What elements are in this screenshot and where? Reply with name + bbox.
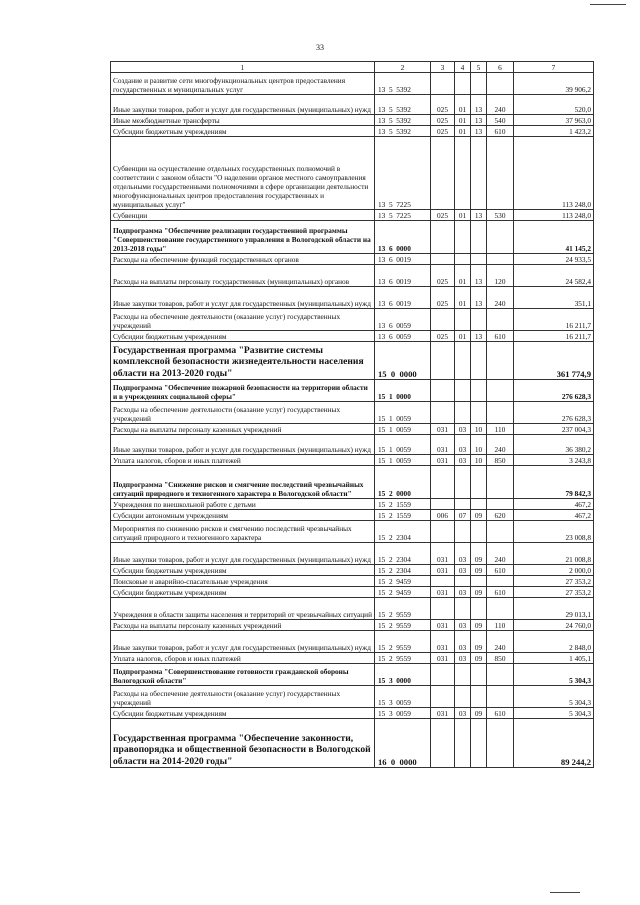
row-subsection — [471, 402, 487, 424]
column-header: 4 — [455, 62, 471, 73]
row-section: 01 — [455, 126, 471, 137]
row-subsection: 13 — [471, 265, 487, 287]
row-code: 13 5 5392 — [375, 126, 431, 137]
table-row — [111, 115, 594, 126]
table-row — [111, 380, 594, 402]
row-amount: 41 145,2 — [514, 221, 594, 254]
row-code: 15 2 9459 — [375, 576, 431, 587]
table-row — [111, 424, 594, 435]
row-subsection — [471, 466, 487, 499]
row-admin-code — [431, 598, 455, 620]
table-row — [111, 543, 594, 565]
table-row — [111, 342, 594, 380]
row-name: Субвенции на осуществление отдельных государственных полномочий в соответствии с законом области "О наделении органов местного самоуправления отдельными государственными полномочиями в сфере организации деятельности многофункциональных центров предоставления государственных и муниципальных услуг" — [111, 137, 375, 210]
row-amount: 27 353,2 — [514, 587, 594, 598]
row-admin-code: 031 — [431, 424, 455, 435]
row-admin-code — [431, 254, 455, 265]
column-header-row — [111, 62, 594, 73]
row-expense-type: 530 — [487, 210, 514, 221]
row-amount: 361 774,9 — [514, 342, 594, 380]
table-row — [111, 254, 594, 265]
row-subsection — [471, 521, 487, 543]
row-admin-code: 031 — [431, 620, 455, 631]
row-name: Расходы на выплаты персоналу государственных (муниципальных) органов — [111, 265, 375, 287]
row-amount: 24 760,0 — [514, 620, 594, 631]
row-subsection — [471, 342, 487, 380]
row-expense-type — [487, 380, 514, 402]
row-admin-code — [431, 466, 455, 499]
table-row — [111, 466, 594, 499]
row-name: Создание и развитие сети многофункциональных центров предоставления государственных и муниципальных услуг — [111, 73, 375, 95]
row-subsection — [471, 664, 487, 686]
row-amount: 1 405,1 — [514, 653, 594, 664]
row-admin-code: 031 — [431, 543, 455, 565]
row-code: 13 6 0019 — [375, 265, 431, 287]
row-subsection: 10 — [471, 455, 487, 466]
row-code: 13 6 0059 — [375, 309, 431, 331]
table-row — [111, 221, 594, 254]
row-admin-code — [431, 73, 455, 95]
table-row — [111, 587, 594, 598]
row-amount: 29 013,1 — [514, 598, 594, 620]
row-code: 15 2 9459 — [375, 587, 431, 598]
row-subsection — [471, 598, 487, 620]
row-subsection — [471, 576, 487, 587]
row-expense-type — [487, 686, 514, 708]
table-row — [111, 265, 594, 287]
row-name: Расходы на обеспечение деятельности (оказание услуг) государственных учреждений — [111, 402, 375, 424]
row-code: 15 2 0000 — [375, 466, 431, 499]
table-row — [111, 309, 594, 331]
row-section — [455, 686, 471, 708]
row-name: Расходы на выплаты персоналу казенных учреждений — [111, 620, 375, 631]
table-body — [111, 73, 594, 768]
row-name: Расходы на обеспечение функций государственных органов — [111, 254, 375, 265]
row-code: 15 2 2304 — [375, 565, 431, 576]
row-expense-type: 240 — [487, 543, 514, 565]
row-amount: 39 906,2 — [514, 73, 594, 95]
table-row — [111, 708, 594, 719]
row-section: 03 — [455, 587, 471, 598]
row-name: Подпрограмма "Совершенствование готовности гражданской обороны Вологодской области" — [111, 664, 375, 686]
row-name: Государственная программа "Обеспечение законности, правопорядка и общественной безопасности в Вологодской области на 2014-2020 годы" — [111, 719, 375, 768]
table-row — [111, 653, 594, 664]
row-code: 13 5 5392 — [375, 115, 431, 126]
row-code: 13 6 0019 — [375, 254, 431, 265]
row-amount: 79 842,3 — [514, 466, 594, 499]
row-section: 01 — [455, 115, 471, 126]
row-name: Расходы на выплаты персоналу казенных учреждений — [111, 424, 375, 435]
row-admin-code — [431, 499, 455, 510]
row-name: Расходы на обеспечение деятельности (оказание услуг) государственных учреждений — [111, 686, 375, 708]
table-row — [111, 631, 594, 653]
row-amount: 467,2 — [514, 510, 594, 521]
row-subsection: 09 — [471, 543, 487, 565]
row-section — [455, 719, 471, 768]
row-expense-type: 850 — [487, 653, 514, 664]
column-header: 3 — [431, 62, 455, 73]
row-subsection: 13 — [471, 115, 487, 126]
row-amount: 276 628,3 — [514, 380, 594, 402]
row-amount: 5 304,3 — [514, 686, 594, 708]
row-name: Субсидии бюджетным учреждениям — [111, 565, 375, 576]
row-code: 15 2 2304 — [375, 521, 431, 543]
row-name: Иные закупки товаров, работ и услуг для государственных (муниципальных) нужд — [111, 95, 375, 115]
table-row — [111, 210, 594, 221]
row-section: 03 — [455, 455, 471, 466]
row-expense-type: 610 — [487, 587, 514, 598]
row-subsection — [471, 254, 487, 265]
row-code: 16 0 0000 — [375, 719, 431, 768]
row-name: Субсидии бюджетным учреждениям — [111, 126, 375, 137]
row-admin-code: 006 — [431, 510, 455, 521]
row-admin-code: 031 — [431, 708, 455, 719]
row-code: 15 2 1559 — [375, 510, 431, 521]
row-section: 03 — [455, 565, 471, 576]
row-subsection — [471, 73, 487, 95]
row-expense-type: 110 — [487, 424, 514, 435]
row-expense-type: 240 — [487, 631, 514, 653]
row-amount: 16 211,7 — [514, 309, 594, 331]
row-section — [455, 309, 471, 331]
row-code: 15 1 0000 — [375, 380, 431, 402]
row-amount: 21 008,8 — [514, 543, 594, 565]
table-row — [111, 664, 594, 686]
table-row — [111, 455, 594, 466]
row-code: 13 6 0000 — [375, 221, 431, 254]
row-name: Расходы на обеспечение деятельности (оказание услуг) государственных учреждений — [111, 309, 375, 331]
row-admin-code: 031 — [431, 565, 455, 576]
row-code: 15 2 9559 — [375, 631, 431, 653]
row-admin-code: 031 — [431, 455, 455, 466]
row-name: Уплата налогов, сборов и иных платежей — [111, 455, 375, 466]
row-expense-type: 240 — [487, 435, 514, 455]
row-name: Поисковые и аварийно-спасательные учреждения — [111, 576, 375, 587]
row-section: 07 — [455, 510, 471, 521]
row-subsection: 13 — [471, 287, 487, 309]
row-expense-type — [487, 521, 514, 543]
table-row — [111, 95, 594, 115]
row-admin-code: 025 — [431, 287, 455, 309]
row-amount: 520,0 — [514, 95, 594, 115]
row-section — [455, 73, 471, 95]
row-name: Мероприятия по снижению рисков и смягчению последствий чрезвычайных ситуаций природного и техногенного характера — [111, 521, 375, 543]
row-code: 13 5 7225 — [375, 210, 431, 221]
row-code: 15 2 9559 — [375, 598, 431, 620]
row-section: 01 — [455, 210, 471, 221]
row-subsection: 09 — [471, 653, 487, 664]
row-amount: 27 353,2 — [514, 576, 594, 587]
row-expense-type: 610 — [487, 331, 514, 342]
row-code: 15 2 2304 — [375, 543, 431, 565]
row-name: Субсидии бюджетным учреждениям — [111, 708, 375, 719]
row-section — [455, 342, 471, 380]
row-section: 01 — [455, 331, 471, 342]
row-code: 15 0 0000 — [375, 342, 431, 380]
row-expense-type — [487, 137, 514, 210]
row-section: 03 — [455, 435, 471, 455]
row-amount: 89 244,2 — [514, 719, 594, 768]
row-section: 03 — [455, 631, 471, 653]
row-expense-type — [487, 598, 514, 620]
row-name: Подпрограмма "Обеспечение реализации государственной программы "Совершенствование государственного управления в Вологодской области на 2013-2018 годы" — [111, 221, 375, 254]
row-admin-code: 025 — [431, 210, 455, 221]
row-code: 13 5 7225 — [375, 137, 431, 210]
row-amount: 113 248,0 — [514, 137, 594, 210]
row-name: Субсидии бюджетным учреждениям — [111, 587, 375, 598]
table-row — [111, 598, 594, 620]
row-subsection: 10 — [471, 435, 487, 455]
row-code: 15 2 1559 — [375, 499, 431, 510]
row-admin-code — [431, 137, 455, 210]
table-row — [111, 73, 594, 95]
row-amount: 467,2 — [514, 499, 594, 510]
table-row — [111, 402, 594, 424]
row-admin-code — [431, 719, 455, 768]
row-subsection — [471, 686, 487, 708]
row-name: Учреждения по внешкольной работе с детьми — [111, 499, 375, 510]
row-name: Субсидии автономным учреждениям — [111, 510, 375, 521]
row-subsection: 13 — [471, 126, 487, 137]
row-section: 01 — [455, 287, 471, 309]
row-section — [455, 380, 471, 402]
row-amount: 37 963,0 — [514, 115, 594, 126]
row-expense-type — [487, 221, 514, 254]
row-amount: 2 848,0 — [514, 631, 594, 653]
row-admin-code: 031 — [431, 587, 455, 598]
row-name: Иные закупки товаров, работ и услуг для государственных (муниципальных) нужд — [111, 631, 375, 653]
row-section: 03 — [455, 543, 471, 565]
row-expense-type: 620 — [487, 510, 514, 521]
row-admin-code — [431, 309, 455, 331]
row-subsection: 09 — [471, 565, 487, 576]
row-admin-code: 031 — [431, 653, 455, 664]
row-admin-code — [431, 686, 455, 708]
row-code: 15 2 9559 — [375, 620, 431, 631]
row-subsection — [471, 719, 487, 768]
column-header: 5 — [471, 62, 487, 73]
row-name: Подпрограмма "Снижение рисков и смягчение последствий чрезвычайных ситуаций природного и техногенного характера в Вологодской области" — [111, 466, 375, 499]
row-amount: 5 304,3 — [514, 708, 594, 719]
row-section — [455, 466, 471, 499]
row-expense-type: 240 — [487, 95, 514, 115]
row-amount: 237 004,3 — [514, 424, 594, 435]
footer-mark — [550, 892, 580, 893]
row-amount: 23 008,8 — [514, 521, 594, 543]
row-admin-code — [431, 221, 455, 254]
row-admin-code — [431, 380, 455, 402]
row-code: 15 1 0059 — [375, 402, 431, 424]
table-row — [111, 510, 594, 521]
row-amount: 351,1 — [514, 287, 594, 309]
row-name: Иные закупки товаров, работ и услуг для государственных (муниципальных) нужд — [111, 287, 375, 309]
row-subsection: 13 — [471, 95, 487, 115]
row-section — [455, 499, 471, 510]
table-row — [111, 576, 594, 587]
row-name: Субвенции — [111, 210, 375, 221]
row-admin-code — [431, 342, 455, 380]
row-expense-type — [487, 254, 514, 265]
row-expense-type: 240 — [487, 287, 514, 309]
row-expense-type: 540 — [487, 115, 514, 126]
row-section: 01 — [455, 95, 471, 115]
row-section: 03 — [455, 424, 471, 435]
row-section — [455, 221, 471, 254]
row-expense-type — [487, 73, 514, 95]
table-row — [111, 686, 594, 708]
row-code: 15 3 0000 — [375, 664, 431, 686]
table-row — [111, 126, 594, 137]
row-expense-type: 610 — [487, 708, 514, 719]
row-code: 15 2 9559 — [375, 653, 431, 664]
row-expense-type — [487, 576, 514, 587]
column-header: 1 — [111, 62, 375, 73]
row-code: 15 1 0059 — [375, 424, 431, 435]
row-subsection — [471, 137, 487, 210]
table-row — [111, 620, 594, 631]
row-code: 13 6 0059 — [375, 331, 431, 342]
table-row — [111, 331, 594, 342]
row-section: 03 — [455, 653, 471, 664]
row-amount: 24 933,5 — [514, 254, 594, 265]
row-name: Государственная программа "Развитие системы комплексной безопасности жизнедеятельности населения области на 2013-2020 годы" — [111, 342, 375, 380]
row-admin-code: 025 — [431, 126, 455, 137]
row-amount: 5 304,3 — [514, 664, 594, 686]
row-expense-type — [487, 402, 514, 424]
row-amount: 276 628,3 — [514, 402, 594, 424]
row-expense-type — [487, 719, 514, 768]
row-admin-code — [431, 576, 455, 587]
row-code: 13 6 0019 — [375, 287, 431, 309]
table-row — [111, 499, 594, 510]
row-subsection: 09 — [471, 510, 487, 521]
column-header: 2 — [375, 62, 431, 73]
row-name: Субсидии бюджетным учреждениям — [111, 331, 375, 342]
row-expense-type — [487, 309, 514, 331]
row-section — [455, 664, 471, 686]
row-subsection — [471, 380, 487, 402]
row-name: Иные закупки товаров, работ и услуг для государственных (муниципальных) нужд — [111, 543, 375, 565]
page-number: 33 — [316, 43, 324, 52]
column-header: 7 — [514, 62, 594, 73]
table-row — [111, 287, 594, 309]
row-expense-type — [487, 466, 514, 499]
row-name: Иные закупки товаров, работ и услуг для государственных (муниципальных) нужд — [111, 435, 375, 455]
row-admin-code — [431, 402, 455, 424]
row-expense-type — [487, 342, 514, 380]
row-subsection: 09 — [471, 631, 487, 653]
column-header: 6 — [487, 62, 514, 73]
row-section — [455, 402, 471, 424]
row-subsection: 10 — [471, 424, 487, 435]
row-admin-code: 031 — [431, 631, 455, 653]
row-expense-type: 610 — [487, 565, 514, 576]
corner-mark — [590, 4, 626, 5]
row-section: 01 — [455, 265, 471, 287]
row-code: 13 5 5392 — [375, 95, 431, 115]
row-amount: 16 211,7 — [514, 331, 594, 342]
row-admin-code: 025 — [431, 265, 455, 287]
row-code: 15 1 0059 — [375, 455, 431, 466]
table-row — [111, 521, 594, 543]
row-amount: 36 380,2 — [514, 435, 594, 455]
row-code: 15 3 0059 — [375, 686, 431, 708]
row-expense-type — [487, 664, 514, 686]
row-section — [455, 576, 471, 587]
row-amount: 2 000,0 — [514, 565, 594, 576]
row-section: 03 — [455, 620, 471, 631]
row-expense-type: 610 — [487, 126, 514, 137]
row-section — [455, 137, 471, 210]
row-admin-code — [431, 521, 455, 543]
table-row — [111, 719, 594, 768]
row-admin-code: 025 — [431, 95, 455, 115]
row-subsection: 09 — [471, 708, 487, 719]
row-name: Иные межбюджетные трансферты — [111, 115, 375, 126]
row-amount: 24 582,4 — [514, 265, 594, 287]
table-row — [111, 137, 594, 210]
row-subsection: 09 — [471, 620, 487, 631]
row-section — [455, 521, 471, 543]
row-subsection — [471, 499, 487, 510]
row-subsection: 09 — [471, 587, 487, 598]
row-amount: 1 423,2 — [514, 126, 594, 137]
row-expense-type: 120 — [487, 265, 514, 287]
table-row — [111, 565, 594, 576]
row-amount: 3 243,8 — [514, 455, 594, 466]
row-code: 15 1 0059 — [375, 435, 431, 455]
table-row — [111, 435, 594, 455]
row-subsection: 13 — [471, 210, 487, 221]
row-name: Уплата налогов, сборов и иных платежей — [111, 653, 375, 664]
row-subsection — [471, 221, 487, 254]
row-code: 15 3 0059 — [375, 708, 431, 719]
row-amount: 113 248,0 — [514, 210, 594, 221]
row-section — [455, 598, 471, 620]
budget-table — [110, 61, 594, 768]
row-admin-code: 031 — [431, 435, 455, 455]
row-name: Подпрограмма "Обеспечение пожарной безопасности на территории области и в учреждениях социальной сферы" — [111, 380, 375, 402]
row-section: 03 — [455, 708, 471, 719]
row-subsection — [471, 309, 487, 331]
row-expense-type: 110 — [487, 620, 514, 631]
row-code: 13 5 5392 — [375, 73, 431, 95]
row-admin-code: 025 — [431, 331, 455, 342]
row-expense-type: 850 — [487, 455, 514, 466]
row-expense-type — [487, 499, 514, 510]
row-name: Учреждения в области защиты населения и территорий от чрезвычайных ситуаций — [111, 598, 375, 620]
row-section — [455, 254, 471, 265]
row-subsection: 13 — [471, 331, 487, 342]
row-admin-code: 025 — [431, 115, 455, 126]
row-admin-code — [431, 664, 455, 686]
